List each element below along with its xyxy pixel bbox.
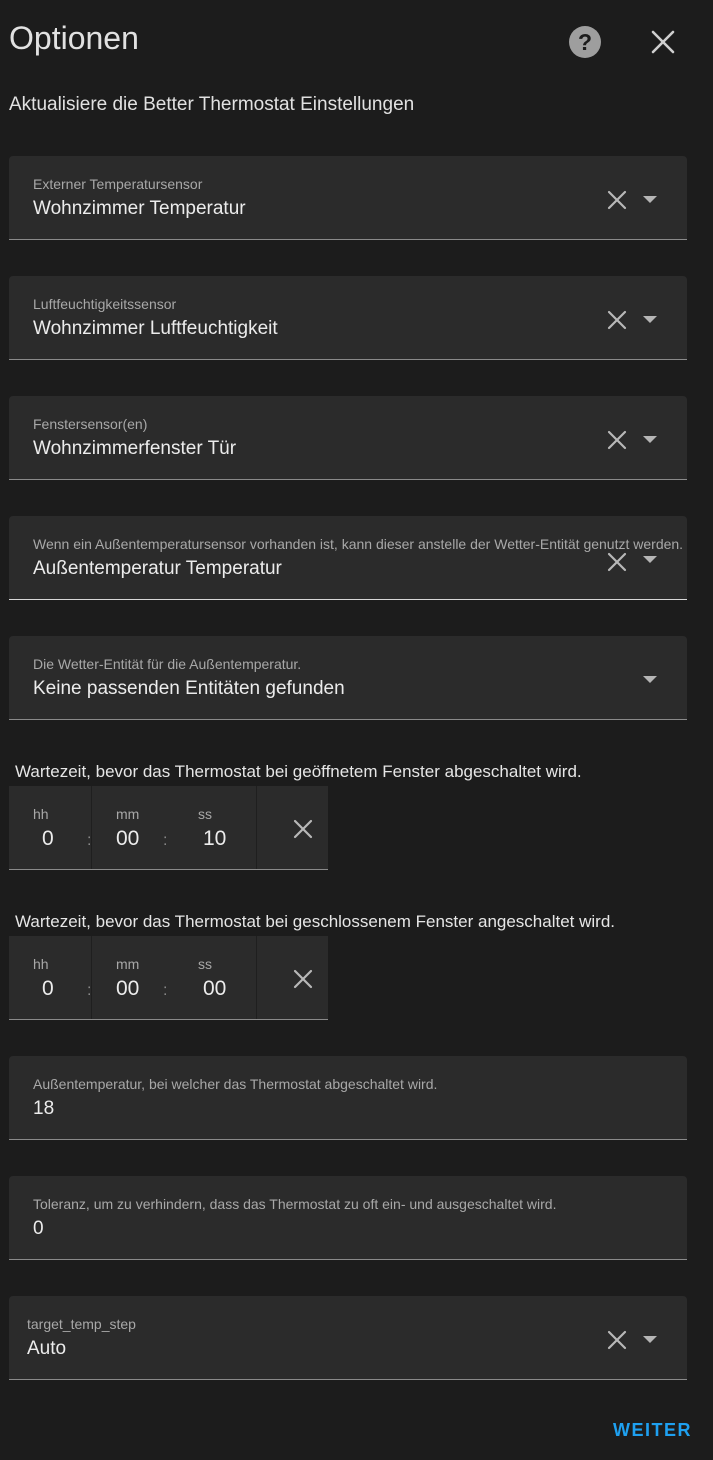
seconds-value: 10 <box>203 827 227 850</box>
clear-duration-button[interactable] <box>256 786 329 869</box>
hours-field[interactable] <box>9 786 91 869</box>
chevron-down-icon[interactable] <box>643 196 657 203</box>
time-separator: : <box>87 982 92 999</box>
dialog-subtitle: Aktualisiere die Better Thermostat Einstellungen <box>9 94 415 115</box>
clear-icon[interactable] <box>606 309 628 331</box>
minutes-field[interactable] <box>91 786 175 869</box>
clear-icon[interactable] <box>606 429 628 451</box>
window-sensor-select[interactable] <box>9 396 687 480</box>
dialog-title: Optionen <box>9 20 139 56</box>
hours-field[interactable] <box>9 936 91 1019</box>
seconds-field[interactable] <box>174 786 256 869</box>
field-value: Wohnzimmerfenster Tür <box>33 438 237 459</box>
field-label: Fenstersensor(en) <box>33 416 148 432</box>
next-button[interactable]: WEITER <box>613 1420 692 1440</box>
minutes-value: 00 <box>116 827 140 850</box>
chevron-down-icon[interactable] <box>643 1336 657 1343</box>
time-separator: : <box>163 832 168 849</box>
field-label: Wenn ein Außentemperatursensor vorhanden ist, kann dieser anstelle der Wetter-Entität genutzt werden. <box>33 536 684 552</box>
seconds-value: 00 <box>203 977 227 1000</box>
field-value: 0 <box>33 1218 44 1239</box>
field-value: 18 <box>33 1098 55 1119</box>
clear-icon[interactable] <box>606 189 628 211</box>
time-separator: : <box>163 982 168 999</box>
field-label: Externer Temperatursensor <box>33 176 203 192</box>
clear-icon <box>292 968 314 990</box>
window-open-delay-input <box>9 786 328 870</box>
field-value: Außentemperatur Temperatur <box>33 558 282 579</box>
window-close-delay-label: Wartezeit, bevor das Thermostat bei geschlossenem Fenster angeschaltet wird. <box>15 912 616 931</box>
tolerance-input[interactable] <box>9 1176 687 1260</box>
window-close-delay-input <box>9 936 328 1020</box>
minutes-value: 00 <box>116 977 140 1000</box>
clear-icon[interactable] <box>606 1329 628 1351</box>
minutes-label: mm <box>116 956 140 972</box>
seconds-label: ss <box>198 806 212 822</box>
outdoor-off-temp-input[interactable] <box>9 1056 687 1140</box>
seconds-label: ss <box>198 956 212 972</box>
field-value: Wohnzimmer Temperatur <box>33 198 246 219</box>
window-open-delay-label: Wartezeit, bevor das Thermostat bei geöffnetem Fenster abgeschaltet wird. <box>15 762 582 781</box>
close-icon[interactable] <box>649 28 677 56</box>
field-value: Wohnzimmer Luftfeuchtigkeit <box>33 318 278 339</box>
field-label: Die Wetter-Entität für die Außentemperatur. <box>33 656 302 672</box>
minutes-field[interactable] <box>91 936 175 1019</box>
hours-value: 0 <box>42 977 54 1000</box>
hours-label: hh <box>33 956 49 972</box>
outdoor-sensor-select[interactable] <box>9 516 687 600</box>
field-value: Keine passenden Entitäten gefunden <box>33 678 345 699</box>
humidity-sensor-select[interactable] <box>9 276 687 360</box>
weather-entity-select[interactable] <box>9 636 687 720</box>
clear-icon <box>292 818 314 840</box>
field-label: Toleranz, um zu verhindern, dass das Thermostat zu oft ein- und ausgeschaltet wird. <box>33 1196 557 1212</box>
field-label: Luftfeuchtigkeitssensor <box>33 296 177 312</box>
chevron-down-icon[interactable] <box>643 676 657 683</box>
field-label: target_temp_step <box>27 1316 136 1332</box>
help-circle-icon[interactable]: ? <box>569 26 601 58</box>
seconds-field[interactable] <box>174 936 256 1019</box>
field-value: Auto <box>27 1338 67 1359</box>
clear-icon[interactable] <box>606 551 628 573</box>
target-temp-step-select[interactable] <box>9 1296 687 1380</box>
minutes-label: mm <box>116 806 140 822</box>
external-temp-sensor-select[interactable] <box>9 156 687 240</box>
hours-label: hh <box>33 806 49 822</box>
hours-value: 0 <box>42 827 54 850</box>
chevron-down-icon[interactable] <box>643 316 657 323</box>
field-label: Außentemperatur, bei welcher das Thermostat abgeschaltet wird. <box>33 1076 438 1092</box>
chevron-down-icon[interactable] <box>643 436 657 443</box>
time-separator: : <box>87 832 92 849</box>
clear-duration-button[interactable] <box>256 936 329 1019</box>
chevron-down-icon[interactable] <box>643 556 657 563</box>
